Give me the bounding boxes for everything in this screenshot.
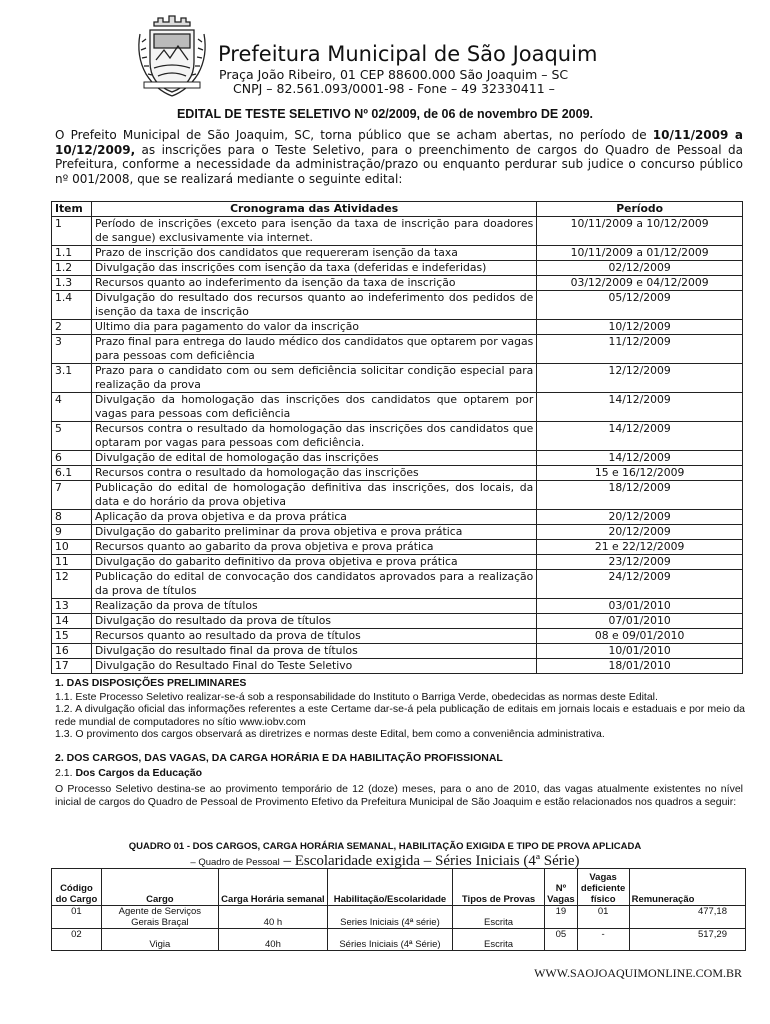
- table-row: [52, 929, 746, 951]
- table-row: [52, 335, 743, 364]
- col-header-activity: Cronograma das Atividades: [91, 202, 536, 217]
- cell-period: 10/12/2009: [537, 320, 743, 335]
- cell-item: 6.1: [52, 466, 92, 481]
- table-row: [52, 422, 743, 451]
- cell-period: 15 e 16/12/2009: [537, 466, 743, 481]
- quadro-title: QUADRO 01 - DOS CARGOS, CARGA HORÁRIA SEMANAL, HABILITAÇÃO EXIGIDA E TIPO DE PROVA APLICADA: [128, 841, 642, 852]
- table-row: [52, 261, 743, 276]
- cell-item: 16: [52, 644, 92, 659]
- cell-deficiente: -: [577, 929, 629, 951]
- col-header-codigo: Código do Cargo: [52, 869, 102, 906]
- cell-activity: Recursos quanto ao gabarito da prova objetiva e prova prática: [91, 540, 536, 555]
- cell-tipos: Escrita: [452, 929, 544, 951]
- intro-text-a: O Prefeito Municipal de São Joaquim, SC, torna público que se acham abertas, no período de: [55, 128, 653, 142]
- cell-activity: Publicação do edital de homologação definitiva das inscrições, dos locais, da data e do horário da prova objetiva: [91, 481, 536, 510]
- cell-deficiente: 01: [577, 906, 629, 929]
- col-header-tipos: Tipos de Provas: [452, 869, 544, 906]
- cell-cargo: Agente de Serviços Gerais Braçal: [101, 906, 218, 929]
- table-row: [52, 906, 746, 929]
- cell-activity: Divulgação de edital de homologação das inscrições: [91, 451, 536, 466]
- cell-item: 11: [52, 555, 92, 570]
- table-row: [52, 570, 743, 599]
- table-row: [52, 466, 743, 481]
- cell-item: 1.1: [52, 246, 92, 261]
- section-2-heading: 2. DOS CARGOS, DAS VAGAS, DA CARGA HORÁRIA E DA HABILITAÇÃO PROFISSIONAL: [55, 752, 503, 764]
- cell-item: 12: [52, 570, 92, 599]
- table-row: [52, 629, 743, 644]
- col-header-vagas: Nº Vagas: [545, 869, 577, 906]
- cell-activity: Divulgação das inscrições com isenção da taxa (deferidas e indeferidas): [91, 261, 536, 276]
- cell-tipos: Escrita: [452, 906, 544, 929]
- cell-activity: Prazo final para entrega do laudo médico dos candidatos que optarem por vagas para pessoas com deficiência: [91, 335, 536, 364]
- col-header-habilitacao: Habilitação/Escolaridade: [328, 869, 453, 906]
- cell-period: 23/12/2009: [537, 555, 743, 570]
- cell-item: 5: [52, 422, 92, 451]
- intro-period: 10/11/2009 a 10/12/2009,: [55, 128, 743, 157]
- col-header-deficiente: Vagas deficiente físico: [577, 869, 629, 906]
- section-1-item-3: 1.3. O provimento dos cargos observará as diretrizes e normas deste Edital, bem como a conveniência administrativa.: [55, 728, 605, 740]
- col-header-item: Item: [52, 202, 92, 217]
- cell-codigo: 02: [52, 929, 102, 951]
- cell-period: 20/12/2009: [537, 525, 743, 540]
- cell-item: 15: [52, 629, 92, 644]
- section-2-paragraph: O Processo Seletivo destina-se ao provimento temporário de 12 (doze) meses, para o ano de 2010, das vagas atualmente existentes no nível inicial de cargos do Quadro de Pessoal de Provimento Efetivo da Prefeitura Municipal de São Joaquim e estão relacionados nos quadros a seguir:: [55, 783, 743, 808]
- section-2-subheading: [55, 767, 202, 780]
- edital-title: EDITAL DE TESTE SELETIVO Nº 02/2009, de 06 de novembro DE 2009.: [176, 107, 594, 121]
- table-row: [52, 659, 743, 674]
- cell-period: 12/12/2009: [537, 364, 743, 393]
- header-contact: CNPJ – 82.561.093/0001-98 - Fone – 49 32330411 –: [233, 81, 555, 96]
- cell-cargo: Vigia: [101, 929, 218, 951]
- cell-period: 10/11/2009 a 01/12/2009: [537, 246, 743, 261]
- cell-period: 07/01/2010: [537, 614, 743, 629]
- cell-vagas: 19: [545, 906, 577, 929]
- cell-period: 05/12/2009: [537, 291, 743, 320]
- cell-vagas: 05: [545, 929, 577, 951]
- cell-activity: Divulgação do resultado final da prova de títulos: [91, 644, 536, 659]
- header-address: Praça João Ribeiro, 01 CEP 88600.000 São Joaquim – SC: [219, 67, 569, 82]
- header-title: Prefeitura Municipal de São Joaquim: [218, 42, 598, 66]
- cell-period: 03/01/2010: [537, 599, 743, 614]
- table-row: [52, 291, 743, 320]
- cell-activity: Prazo de inscrição dos candidatos que requereram isenção da taxa: [91, 246, 536, 261]
- table-row: [52, 614, 743, 629]
- cell-activity: Divulgação do gabarito preliminar da prova objetiva e prova prática: [91, 525, 536, 540]
- cell-period: 21 e 22/12/2009: [537, 540, 743, 555]
- table-row: [52, 451, 743, 466]
- cell-activity: Prazo para o candidato com ou sem deficiência solicitar condição especial para realização da prova: [91, 364, 536, 393]
- cell-remuneracao: 517,29: [629, 929, 745, 951]
- table-row: [52, 540, 743, 555]
- intro-text-b: as inscrições para o Teste Seletivo, para o preenchimento de cargos do Quadro de Pessoal da Prefeitura, conforme a necessidade da administração/prazo ou enquanto perdurar sub judice o concurso público nº 001/2008, que se realizará mediante o seguinte edital:: [55, 142, 743, 186]
- cell-activity: Aplicação da prova objetiva e da prova prática: [91, 510, 536, 525]
- cronograma-table: [51, 201, 743, 674]
- quadro-subtitle-big: – Escolaridade exigida – Séries Iniciais (4ª Série): [279, 853, 580, 869]
- section-2-sub-number: 2.1.: [55, 767, 73, 779]
- cell-item: 3.1: [52, 364, 92, 393]
- cell-period: 10/11/2009 a 10/12/2009: [537, 217, 743, 246]
- table-row: [52, 510, 743, 525]
- quadro-header-row: [52, 869, 746, 906]
- cell-item: 1.2: [52, 261, 92, 276]
- cell-activity: Divulgação do resultado da prova de títulos: [91, 614, 536, 629]
- cell-habilitacao: Series Iniciais (4ª série): [328, 906, 453, 929]
- cell-remuneracao: 477,18: [629, 906, 745, 929]
- table-row: [52, 555, 743, 570]
- cell-activity: Recursos quanto ao indeferimento da isenção da taxa de inscrição: [91, 276, 536, 291]
- col-header-carga: Carga Horária semanal: [218, 869, 327, 906]
- cell-period: 14/12/2009: [537, 451, 743, 466]
- table-row: [52, 217, 743, 246]
- section-2-sub-title: Dos Cargos da Educação: [75, 767, 203, 779]
- coat-of-arms-logo: [134, 12, 210, 98]
- cell-habilitacao: Séries Iniciais (4ª Série): [328, 929, 453, 951]
- cell-activity: Publicação do edital de convocação dos candidatos aprovados para a realização da prova de títulos: [91, 570, 536, 599]
- cell-item: 1.4: [52, 291, 92, 320]
- quadro-subtitle-small: – Quadro de Pessoal: [190, 857, 280, 868]
- cell-activity: Divulgação do resultado dos recursos quanto ao indeferimento dos pedidos de isenção da taxa de inscrição: [91, 291, 536, 320]
- col-header-remuneracao: Remuneração: [629, 869, 745, 906]
- cell-item: 6: [52, 451, 92, 466]
- section-1-heading: 1. DAS DISPOSIÇÕES PRELIMINARES: [55, 677, 247, 689]
- table-row: [52, 644, 743, 659]
- cell-activity: Recursos quanto ao resultado da prova de títulos: [91, 629, 536, 644]
- cell-codigo: 01: [52, 906, 102, 929]
- col-header-cargo: Cargo: [101, 869, 218, 906]
- cell-item: 7: [52, 481, 92, 510]
- table-row: [52, 320, 743, 335]
- cell-period: 20/12/2009: [537, 510, 743, 525]
- section-1-item-2: 1.2. A divulgação oficial das informações referentes a este Certame dar-se-á pela publicação de editais em jornais locais e estaduais e por meio da rede mundial de computadores no sítio www.iobv.com: [55, 703, 745, 728]
- cell-period: 14/12/2009: [537, 393, 743, 422]
- cell-item: 3: [52, 335, 92, 364]
- table-row: [52, 393, 743, 422]
- cell-period: 10/01/2010: [537, 644, 743, 659]
- quadro-table: [51, 868, 746, 951]
- cell-period: 08 e 09/01/2010: [537, 629, 743, 644]
- cell-item: 14: [52, 614, 92, 629]
- cell-item: 10: [52, 540, 92, 555]
- cell-activity: Período de inscrições (exceto para isenção da taxa de inscrição para doadores de sangue) exclusivamente via internet.: [91, 217, 536, 246]
- cell-period: 02/12/2009: [537, 261, 743, 276]
- table-row: [52, 525, 743, 540]
- cell-period: 18/01/2010: [537, 659, 743, 674]
- cell-activity: Ultimo dia para pagamento do valor da inscrição: [91, 320, 536, 335]
- table-row: [52, 599, 743, 614]
- section-1-item-1: 1.1. Este Processo Seletivo realizar-se-á sob a responsabilidade do Instituto o Barriga Verde, obedecidas as normas deste Edital.: [55, 691, 658, 703]
- cell-period: 18/12/2009: [537, 481, 743, 510]
- cell-carga: 40h: [218, 929, 327, 951]
- cell-item: 1.3: [52, 276, 92, 291]
- cell-activity: Recursos contra o resultado da homologação das inscrições dos candidatos que optaram por vagas para pessoas com deficiência.: [91, 422, 536, 451]
- cell-item: 4: [52, 393, 92, 422]
- cell-period: 14/12/2009: [537, 422, 743, 451]
- cell-activity: Realização da prova de títulos: [91, 599, 536, 614]
- cell-period: 03/12/2009 e 04/12/2009: [537, 276, 743, 291]
- cell-activity: Divulgação do Resultado Final do Teste Seletivo: [91, 659, 536, 674]
- table-row: [52, 276, 743, 291]
- cell-period: 24/12/2009: [537, 570, 743, 599]
- cell-item: 2: [52, 320, 92, 335]
- cell-activity: Recursos contra o resultado da homologação das inscrições: [91, 466, 536, 481]
- cell-item: 8: [52, 510, 92, 525]
- cell-item: 17: [52, 659, 92, 674]
- table-row: [52, 364, 743, 393]
- table-row: [52, 481, 743, 510]
- cell-activity: Divulgação da homologação das inscrições dos candidatos que optarem por vagas para pessoas com deficiência: [91, 393, 536, 422]
- cell-item: 1: [52, 217, 92, 246]
- cell-period: 11/12/2009: [537, 335, 743, 364]
- col-header-period: Período: [537, 202, 743, 217]
- cell-activity: Divulgação do gabarito definitivo da prova objetiva e prova prática: [91, 555, 536, 570]
- cell-carga: 40 h: [218, 906, 327, 929]
- cell-item: 9: [52, 525, 92, 540]
- cronograma-header-row: [52, 202, 743, 217]
- footer-url: WWW.SAOJOAQUIMONLINE.COM.BR: [534, 966, 742, 980]
- intro-paragraph: [55, 128, 743, 186]
- cell-item: 13: [52, 599, 92, 614]
- table-row: [52, 246, 743, 261]
